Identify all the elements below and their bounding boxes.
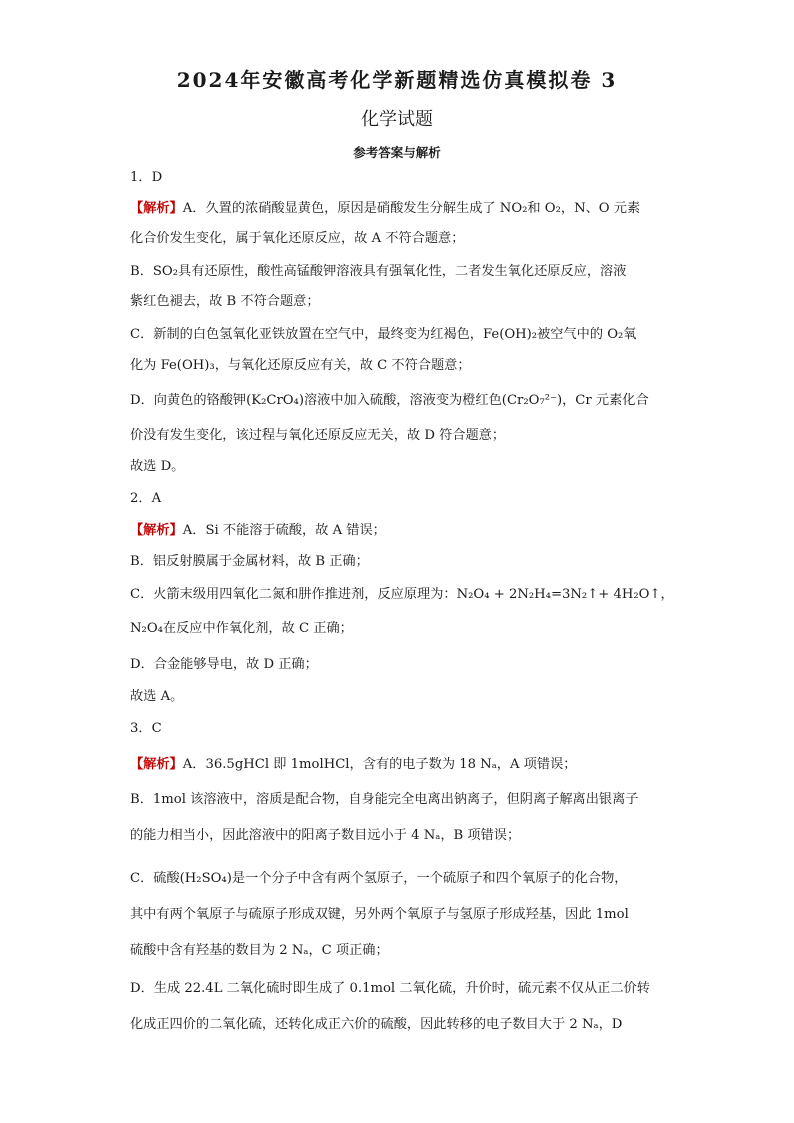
analysis-line: D．向黄色的铬酸钾(K₂CrO₄)溶液中加入硫酸，溶液变为橙红色(Cr₂O₇²⁻)，Cr 元素化合 xyxy=(130,393,649,408)
analysis-line: D．合金能够导电，故 D 正确； xyxy=(130,657,318,672)
analysis-line: 化合价发生变化，属于氧化还原反应，故 A 不符合题意； xyxy=(130,231,465,246)
question-number: 2．A xyxy=(130,491,162,506)
analysis-text: A．36.5gHCl 即 1molHCl，含有的电子数为 18 Nₐ，A 项错误； xyxy=(182,757,577,772)
analysis-text: A．久置的浓硝酸显黄色，原因是硝酸发生分解生成了 NO₂和 O₂，N、O 元素 xyxy=(182,201,641,216)
analysis-tag: 【解析】 xyxy=(130,757,183,772)
analysis-line: 的能力相当小，因此溶液中的阳离子数目远小于 4 Nₐ，B 项错误； xyxy=(130,828,521,843)
question-number: 3．C xyxy=(130,721,162,736)
exam-title: 2024年安徽高考化学新题精选仿真模拟卷 3 xyxy=(176,68,618,92)
section-heading: 参考答案与解析 xyxy=(353,145,441,160)
exam-subtitle: 化学试题 xyxy=(361,109,433,130)
analysis-line: 其中有两个氧原子与硫原子形成双键，另外两个氧原子与氢原子形成羟基，因此 1mol xyxy=(130,907,629,922)
analysis-line: B．铝反射膜属于金属材料，故 B 正确； xyxy=(130,554,369,569)
analysis-line: 价没有发生变化，该过程与氧化还原反应无关，故 D 符合题意； xyxy=(130,428,506,443)
analysis-line: 化为 Fe(OH)₃，与氧化还原反应有关，故 C 不符合题意； xyxy=(130,358,471,373)
analysis-tag: 【解析】 xyxy=(130,523,183,538)
analysis-line: 紫红色褪去，故 B 不符合题意； xyxy=(130,294,320,309)
analysis-line: C．硫酸(H₂SO₄)是一个分子中含有两个氢原子，一个硫原子和四个氧原子的化合物， xyxy=(130,871,628,886)
analysis-line: 故选 A。 xyxy=(130,689,184,704)
analysis-line xyxy=(130,521,670,541)
analysis-line: C．新制的白色氢氧化亚铁放置在空气中，最终变为红褐色，Fe(OH)₂被空气中的 O₂氧 xyxy=(130,327,637,342)
analysis-line: 化成正四价的二氧化硫，还转化成正六价的硫酸，因此转移的电子数目大于 2 Nₐ，D xyxy=(130,1017,623,1032)
analysis-line: N₂O₄在反应中作氧化剂，故 C 正确； xyxy=(130,621,353,636)
analysis-line xyxy=(130,755,670,775)
analysis-line xyxy=(130,199,670,219)
analysis-line: 硫酸中含有羟基的数目为 2 Nₐ，C 项正确； xyxy=(130,943,389,958)
question-number: 1．D xyxy=(130,170,163,185)
analysis-line: B．SO₂具有还原性，酸性高锰酸钾溶液具有强氧化性，二者发生氧化还原反应，溶液 xyxy=(130,264,627,279)
analysis-line: 故选 D。 xyxy=(130,459,185,474)
analysis-tag: 【解析】 xyxy=(130,201,183,216)
analysis-line: B．1mol 该溶液中，溶质是配合物，自身能完全电离出钠离子，但阴离子解离出银离子 xyxy=(130,792,639,807)
analysis-text: A．Si 不能溶于硫酸，故 A 错误； xyxy=(182,523,386,538)
analysis-line: C．火箭末级用四氧化二氮和肼作推进剂，反应原理为：N₂O₄ + 2N₂H₄=3N₂↑+ 4H₂O↑， xyxy=(130,587,674,602)
analysis-line: D．生成 22.4L 二氧化硫时即生成了 0.1mol 二氧化硫，升价时，硫元素不仅从正二价转 xyxy=(130,981,650,996)
